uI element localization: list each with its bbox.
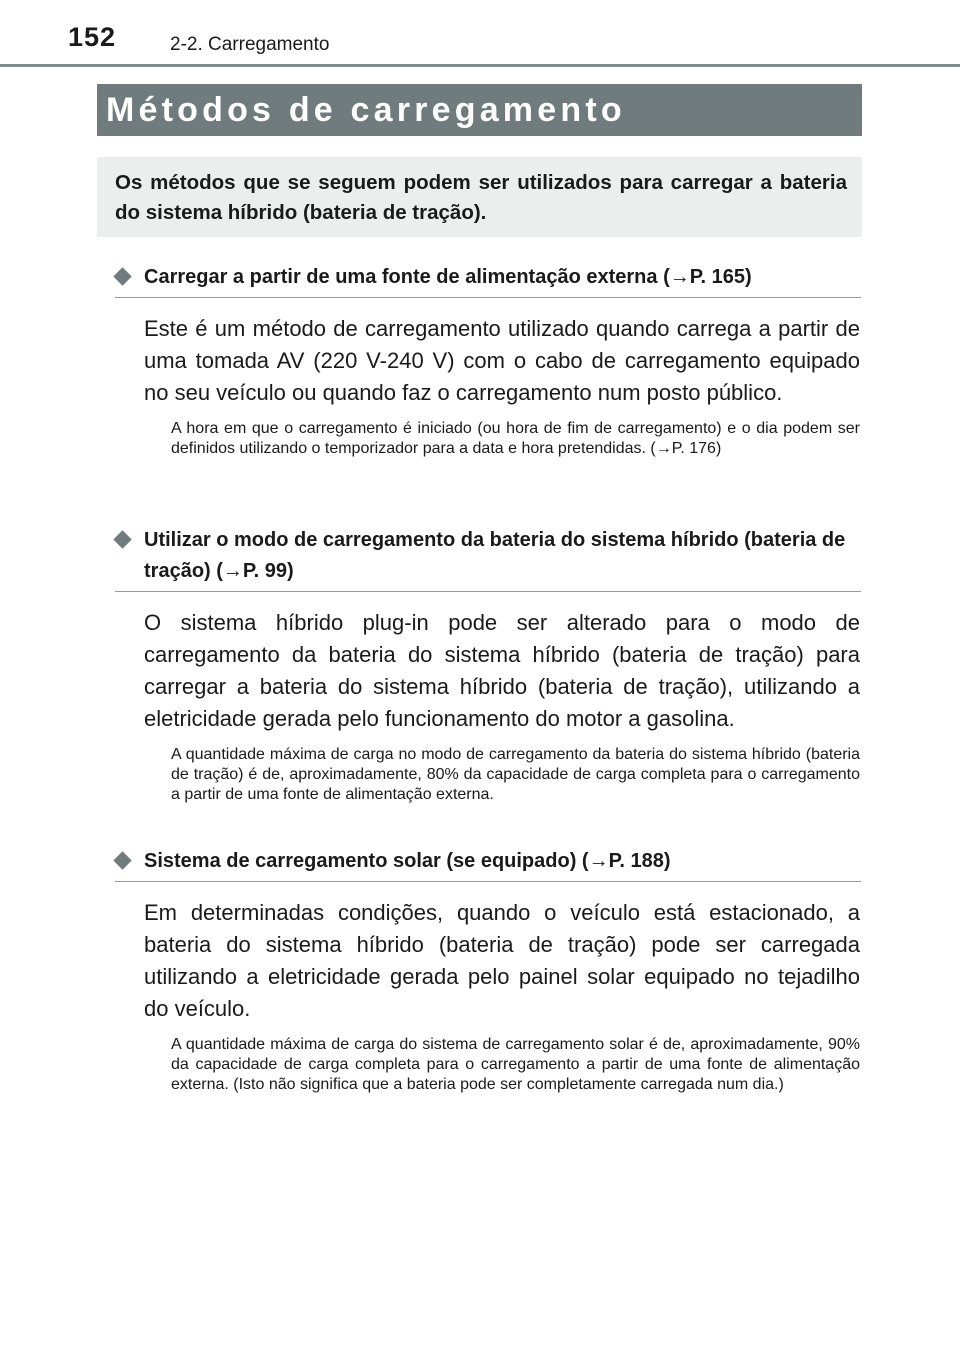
method-heading-text: Sistema de carregamento solar (se equipado) (→P. 188) — [144, 850, 671, 872]
method-description: O sistema híbrido plug-in pode ser alterado para o modo de carregamento da bateria do sistema híbrido (bateria de tração) para carregar a bateria do sistema híbrido (bateria de tração), utilizando a eletricidade gerada pelo funcionamento do motor a gasolina. — [144, 610, 860, 731]
section-title-band — [97, 84, 862, 136]
method-heading — [115, 525, 861, 592]
section-title: Métodos de carregamento — [106, 91, 626, 129]
method-item-external — [115, 262, 860, 459]
breadcrumb: 2-2. Carregamento — [170, 34, 330, 55]
method-note: A quantidade máxima de carga do sistema de carregamento solar é de, aproximadamente, 90% da capacidade de carga completa para o carregamento a partir de uma fonte de alimentação externa. (Isto não significa que a bateria pode ser completamente carregada num dia.) — [171, 1036, 860, 1093]
intro-text: Os métodos que se seguem podem ser utilizados para carregar a bateria do sistema híbrido (bateria de tração). — [115, 171, 847, 224]
method-description: Este é um método de carregamento utilizado quando carrega a partir de uma tomada AV (220 V-240 V) com o cabo de carregamento equipado no seu veículo ou quando faz o carregamento num posto público. — [144, 316, 860, 405]
method-note: A quantidade máxima de carga no modo de carregamento da bateria do sistema híbrido (bateria de tração) é de, aproximadamente, 80% da capacidade de carga completa para o carregamento a partir de uma fonte de alimentação externa. — [171, 746, 860, 803]
page-number: 152 — [68, 22, 117, 52]
method-heading — [115, 262, 861, 298]
diamond-bullet-icon — [113, 851, 131, 869]
method-heading-text: Carregar a partir de uma fonte de alimentação externa (→P. 165) — [144, 266, 752, 288]
diamond-bullet-icon — [113, 267, 131, 285]
method-item-solar — [115, 846, 860, 1095]
header-divider — [0, 64, 960, 67]
method-description: Em determinadas condições, quando o veículo está estacionado, a bateria do sistema híbrido (bateria de tração) pode ser carregada utilizando a eletricidade gerada pelo painel solar equipado no tejadilho do veículo. — [144, 900, 860, 1021]
method-heading — [115, 846, 861, 882]
intro-box — [97, 157, 862, 237]
method-heading-text: Utilizar o modo de carregamento da bateria do sistema híbrido (bateria de tração) (→P. 99) — [144, 529, 846, 582]
method-item-charge-mode — [115, 525, 860, 805]
diamond-bullet-icon — [113, 530, 131, 548]
method-note: A hora em que o carregamento é iniciado (ou hora de fim de carregamento) e o dia podem ser definidos utilizando o temporizador para a data e hora pretendidas. (→P. 176) — [171, 420, 860, 457]
